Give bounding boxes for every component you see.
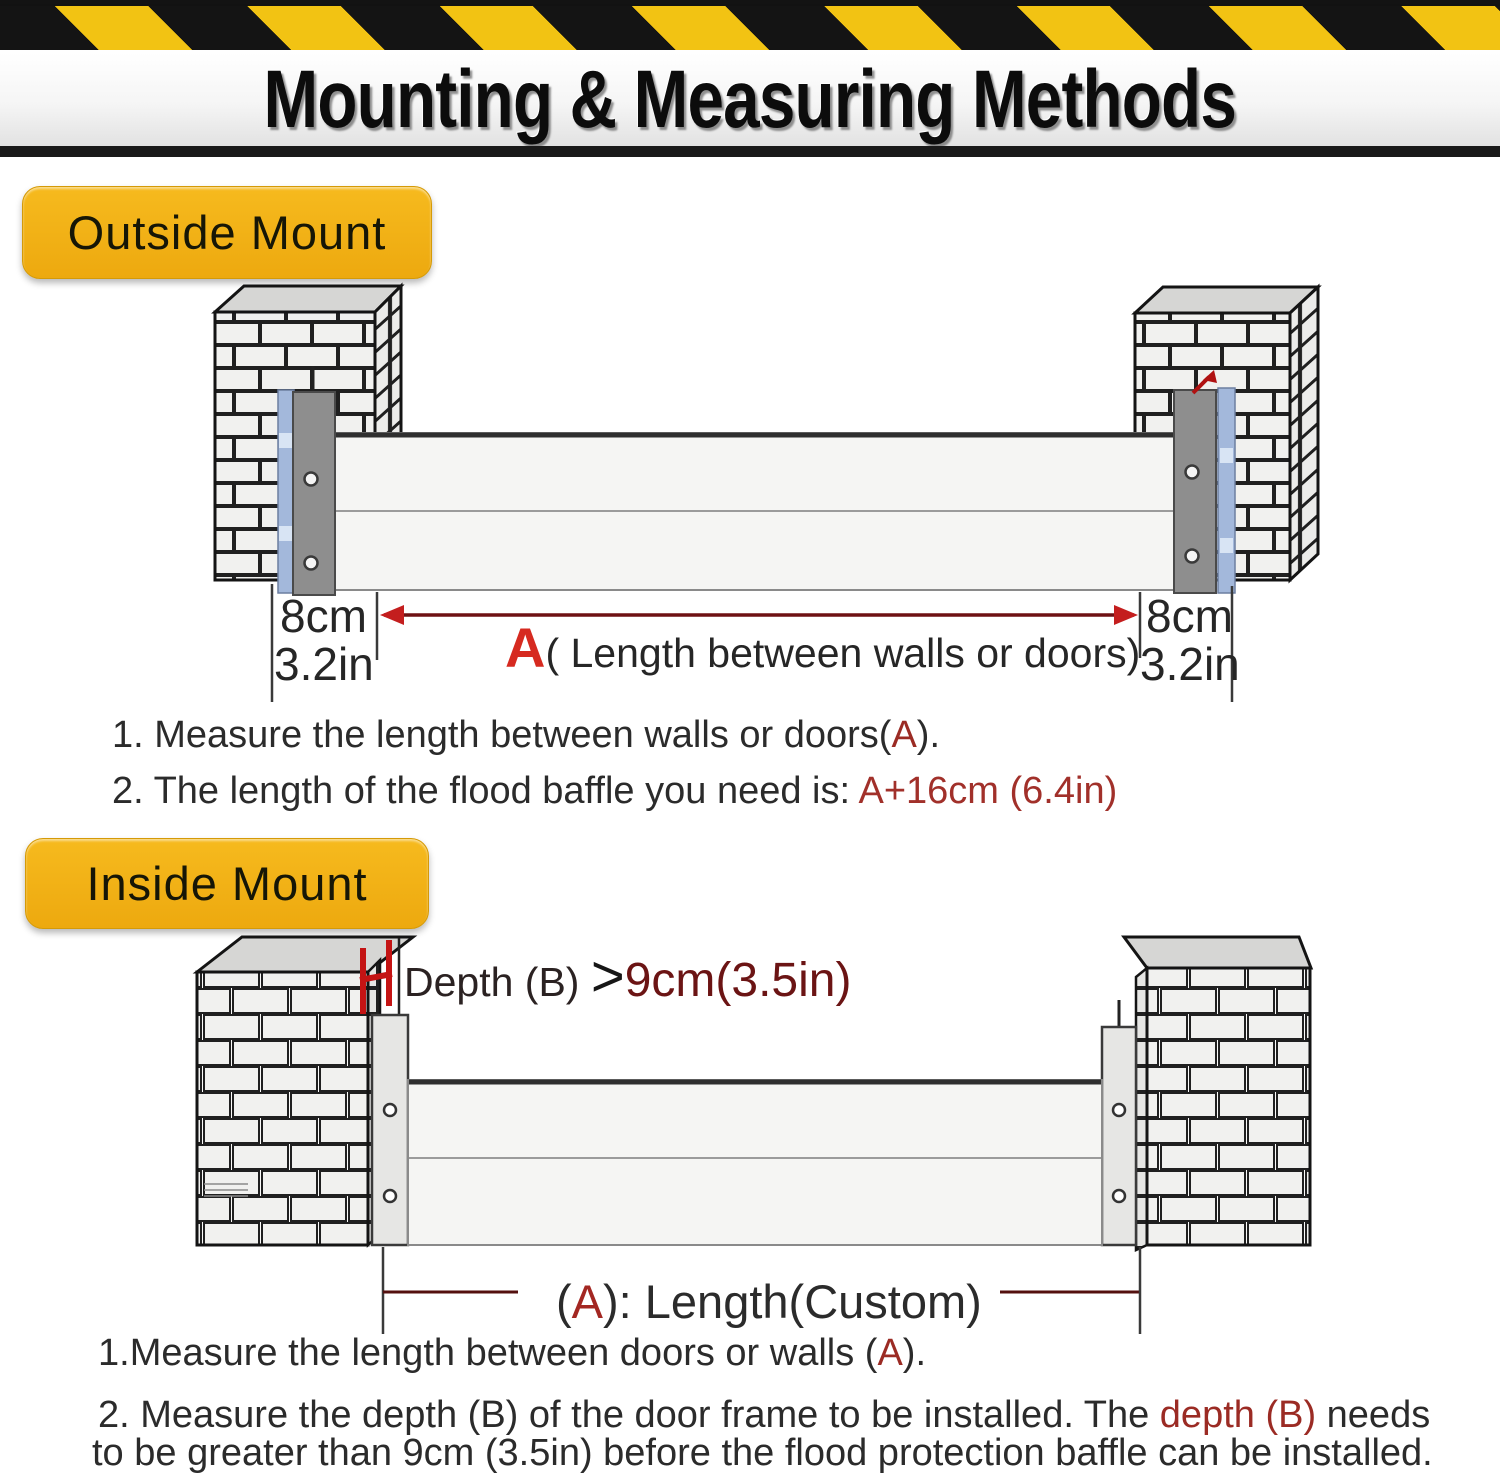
inside-step-2-highlight: depth (B): [1159, 1394, 1317, 1436]
outside-mount-badge: [22, 186, 432, 279]
inside-mount-badge: [25, 838, 429, 929]
inside-measurement: [383, 1247, 1140, 1334]
inside-mount-badge-label: Inside Mount: [86, 857, 368, 910]
outside-step-1: [112, 716, 940, 754]
inside-step-1: [98, 1334, 926, 1372]
inside-step-2-line-1: [98, 1396, 1430, 1434]
right-gap-cm-label: 8cm: [1146, 590, 1233, 642]
outside-mount-badge-label: Outside Mount: [67, 206, 387, 259]
depth-annotation: Depth (B) >9cm(3.5in): [404, 944, 852, 1009]
left-gap-in-label: 3.2in: [274, 638, 374, 690]
inside-mount-diagram: [0, 928, 1500, 1338]
span-a-label: A( Length between walls or doors): [505, 616, 1141, 679]
outside-mount-diagram: [0, 280, 1500, 710]
inside-step-1-highlight: A: [877, 1332, 903, 1374]
outside-measurement: [272, 584, 1240, 702]
left-gap-cm-label: 8cm: [280, 590, 367, 642]
outside-step-1-tail: ).: [916, 714, 941, 756]
right-gap-in-label: 3.2in: [1140, 638, 1240, 690]
outside-right-bracket: [1174, 370, 1235, 593]
flood-barrier-panels: [300, 433, 1216, 590]
page-title: Mounting & Measuring Methods: [263, 53, 1237, 145]
outside-left-bracket: [278, 366, 335, 595]
outside-step-1-text: 1. Measure the length between walls or doors(: [112, 714, 892, 756]
inside-flood-barrier-panels: [408, 1080, 1102, 1245]
header-divider-bar: [0, 146, 1500, 157]
inside-step-2-tail: needs: [1316, 1394, 1431, 1436]
outside-step-2-text: 2. The length of the flood baffle you need is:: [112, 770, 859, 812]
inside-step-1-tail: ).: [902, 1332, 927, 1374]
outside-step-1-highlight: A: [891, 714, 917, 756]
inside-step-2-text: 2. Measure the depth (B) of the door frame to be installed. The: [98, 1394, 1160, 1436]
inside-step-1-text: 1.Measure the length between doors or walls (: [98, 1332, 878, 1374]
title-band: [0, 53, 1500, 146]
inside-right-channel: [1102, 1000, 1136, 1245]
custom-length-label: (A): Length(Custom): [556, 1275, 982, 1328]
inside-step-2-line-2-text: to be greater than 9cm (3.5in) before the flood protection baffle can be installed.: [92, 1432, 1433, 1474]
caution-tape-stripe: [0, 6, 1500, 53]
inside-right-brick-pillar: [1124, 937, 1311, 1250]
inside-step-2-line-2: [92, 1434, 1433, 1472]
outside-step-2-highlight: A+16cm (6.4in): [858, 770, 1118, 812]
outside-step-2: [112, 772, 1117, 810]
inside-left-channel: [372, 1015, 408, 1245]
